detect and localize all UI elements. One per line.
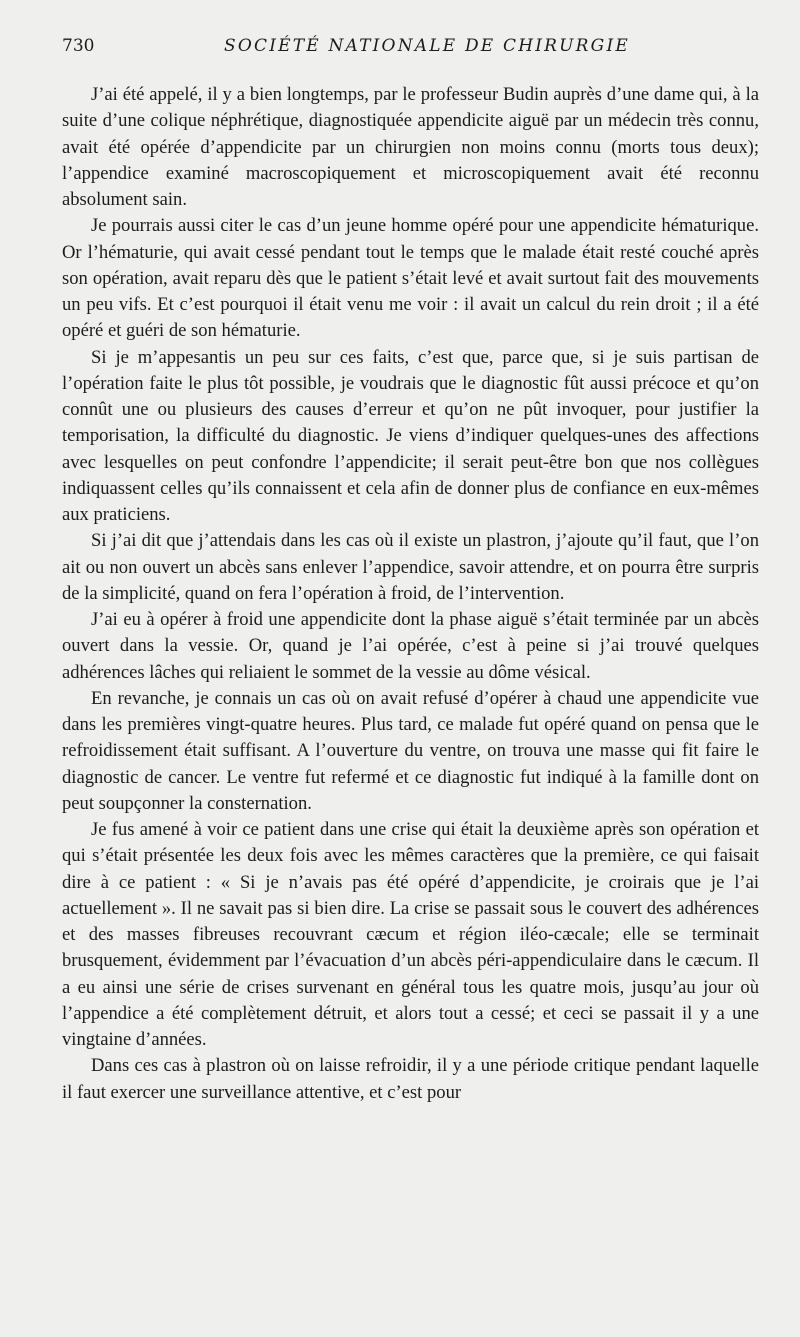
paragraph: Je fus amené à voir ce patient dans une crise qui était la deuxième après son opération et qui s’était présentée les deux fois avec les mêmes caractères que la première, ce qui faisait dire à ce patient : « Si je n’avais pas été opéré d’appendicite, je croirais que je l’ai actuellement ». Il ne savait pas si bien dire. La crise se passait sous le couvert des adhérences et des masses fibreuses recouvrant cæcum et région iléo-cæcale; elle se terminait brusquement, évidemment par l’évacuation d’un abcès péri-appendiculaire dans le cæcum. Il a eu ainsi une série de crises survenant en général tous les quatre mois, jusqu’au jour où l’appendice a été complètement détruit, et alors tout a cessé; et ceci se passait il y a une vingtaine d’années. <box>62 819 759 1050</box>
running-head: SOCIÉTÉ NATIONALE DE CHIRURGIE <box>224 36 630 56</box>
body-text <box>62 82 759 1106</box>
paragraph: Je pourrais aussi citer le cas d’un jeune homme opéré pour une appendicite hématurique. Or l’hématurie, qui avait cessé pendant tout le temps que le malade était resté couché après son opération, avait reparu dès que le patient s’était levé et avait surtout fait des mouvements un peu vifs. Et c’est pourquoi il était venu me voir : il avait un calcul du rein droit ; il a été opéré et guéri de son hématurie. <box>62 215 759 342</box>
paragraph: Si je m’appesantis un peu sur ces faits, c’est que, parce que, si je suis partisan de l’opération faite le plus tôt possible, je voudrais que le diagnostic fût aussi précoce et qu’on connût une ou plusieurs des causes d’erreur et qu’on ne pût invoquer, pour justifier la temporisation, la difficulté du diagnostic. Je viens d’indiquer quelques-unes des affections avec lesquelles on peut confondre l’appendicite; il serait peut-être bon que nos collègues indiquassent celles qu’ils connaissent et cela afin de donner plus de confiance en eux-mêmes aux praticiens. <box>62 346 759 525</box>
page-header <box>62 36 762 60</box>
paragraph: En revanche, je connais un cas où on avait refusé d’opérer à chaud une appendicite vue dans les premières vingt-quatre heures. Plus tard, ce malade fut opéré quand on pensa que le refroidissement était suffisant. A l’ouverture du ventre, on trouva une masse qui fit faire le diagnostic de cancer. Le ventre fut refermé et ce diagnostic fut indiqué à la famille dont on peut soupçonner la consternation. <box>62 687 759 814</box>
paragraph: Si j’ai dit que j’attendais dans les cas où il existe un plastron, j’ajoute qu’il faut, que l’on ait ou non ouvert un abcès sans enlever l’appendice, savoir attendre, et on pourra être surpris de la simplicité, quand on fera l’opération à froid, de l’intervention. <box>62 530 759 604</box>
paragraph: Dans ces cas à plastron où on laisse refroidir, il y a une période critique pendant laquelle il faut exercer une surveillance attentive, et c’est pour <box>62 1055 759 1103</box>
paragraph: J’ai eu à opérer à froid une appendicite dont la phase aiguë s’était terminée par un abcès ouvert dans la vessie. Or, quand je l’ai opérée, c’est à peine si j’ai trouvé quelques adhérences lâches qui reliaient le sommet de la vessie au dôme vésical. <box>62 609 759 683</box>
page-number: 730 <box>62 36 95 56</box>
paragraph: J’ai été appelé, il y a bien longtemps, par le professeur Budin auprès d’une dame qui, à la suite d’une colique néphrétique, diagnostiquée appendicite aiguë par un médecin très connu, avait été opérée d’appendicite par un chirurgien non moins connu (morts tous deux); l’appendice examiné macroscopiquement et microscopiquement avait été reconnu absolument sain. <box>62 84 759 210</box>
